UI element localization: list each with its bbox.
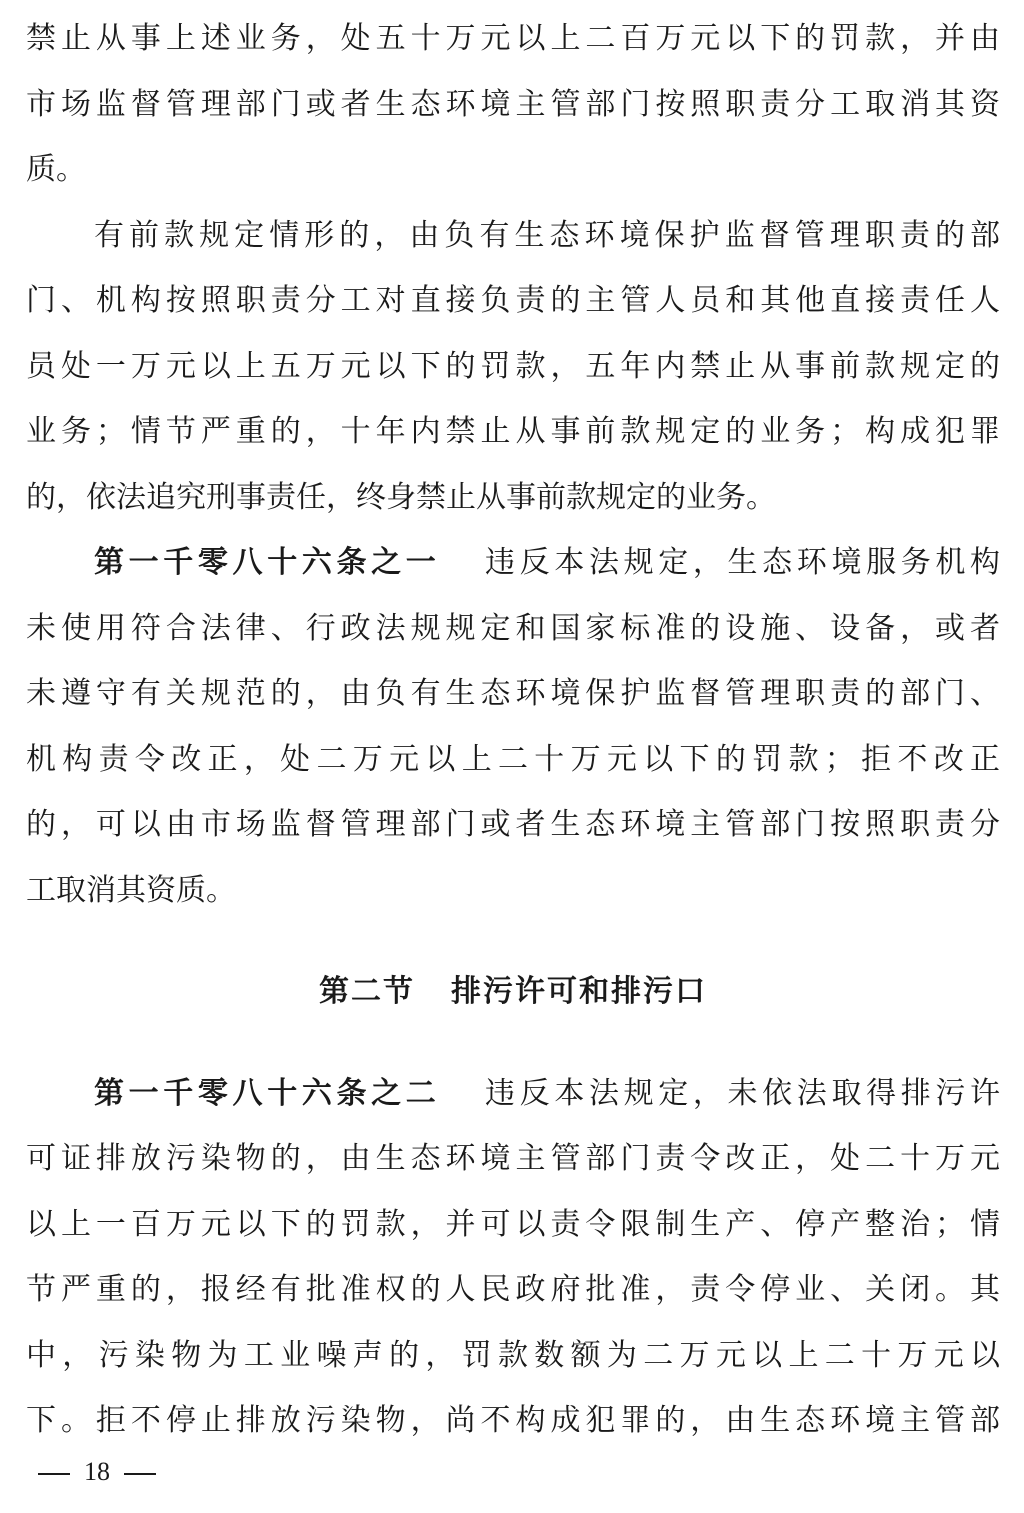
page-number: 18 bbox=[84, 1457, 110, 1486]
section-heading bbox=[26, 959, 1000, 1025]
article-text: 违反本法规定，未依法取得排污许 bbox=[480, 1075, 1000, 1111]
text-line: 工取消其资质。 bbox=[26, 872, 236, 908]
text-line: 以上一百万元以下的罚款，并可以责令限制生产、停产整治；情 bbox=[26, 1206, 1000, 1242]
text-line: 的，依法追究刑事责任，终身禁止从事前款规定的业务。 bbox=[26, 479, 776, 515]
text-line: 未遵守有关规范的，由负有生态环境保护监督管理职责的部门、 bbox=[26, 676, 1000, 711]
section-name: 排污许可和排污口 bbox=[451, 974, 707, 1009]
page-footer bbox=[38, 1452, 156, 1492]
text-line: 机构责令改正，处二万元以上二十万元以下的罚款；拒不改正 bbox=[26, 741, 1000, 777]
text-line: 可证排放污染物的，由生态环境主管部门责令改正，处二十万元 bbox=[26, 1141, 1000, 1176]
text-line: 有前款规定情形的，由负有生态环境保护监督管理职责的部 bbox=[94, 217, 1000, 253]
footer-dash-left bbox=[38, 1473, 70, 1475]
section-number: 第二节 bbox=[319, 974, 415, 1009]
text-line: 员处一万元以上五万元以下的罚款，五年内禁止从事前款规定的 bbox=[26, 348, 1000, 384]
text-line: 下。拒不停止排放污染物，尚不构成犯罪的，由生态环境主管部 bbox=[26, 1403, 1000, 1438]
article-heading: 第一千零八十六条之一 bbox=[94, 545, 441, 580]
paragraph bbox=[26, 203, 1000, 531]
article-heading: 第一千零八十六条之二 bbox=[94, 1075, 441, 1111]
text-line bbox=[26, 530, 1000, 596]
text-line: 门、机构按照职责分工对直接负责的主管人员和其他直接责任人 bbox=[26, 283, 1000, 318]
text-line: 市场监督管理部门或者生态环境主管部门按照职责分工取消其资 bbox=[26, 86, 1000, 122]
footer-dash-right bbox=[124, 1473, 156, 1475]
text-line: 未使用符合法律、行政法规规定和国家标准的设施、设备，或者 bbox=[26, 610, 1000, 646]
document-page bbox=[26, 6, 1000, 1454]
text-line: 质。 bbox=[26, 152, 86, 187]
paragraph-continuation bbox=[26, 6, 1000, 203]
article-paragraph bbox=[26, 1061, 1000, 1454]
text-line bbox=[26, 1061, 1000, 1127]
text-line: 的，可以由市场监督管理部门或者生态环境主管部门按照职责分 bbox=[26, 807, 1000, 842]
article-text: 违反本法规定，生态环境服务机构 bbox=[480, 545, 1000, 580]
text-line: 禁止从事上述业务，处五十万元以上二百万元以下的罚款，并由 bbox=[26, 21, 1000, 56]
text-line: 中，污染物为工业噪声的，罚款数额为二万元以上二十万元以 bbox=[26, 1337, 1000, 1373]
text-line: 节严重的，报经有批准权的人民政府批准，责令停业、关闭。其 bbox=[26, 1272, 1000, 1307]
text-line: 业务；情节严重的，十年内禁止从事前款规定的业务；构成犯罪 bbox=[26, 414, 1000, 449]
article-paragraph bbox=[26, 530, 1000, 923]
